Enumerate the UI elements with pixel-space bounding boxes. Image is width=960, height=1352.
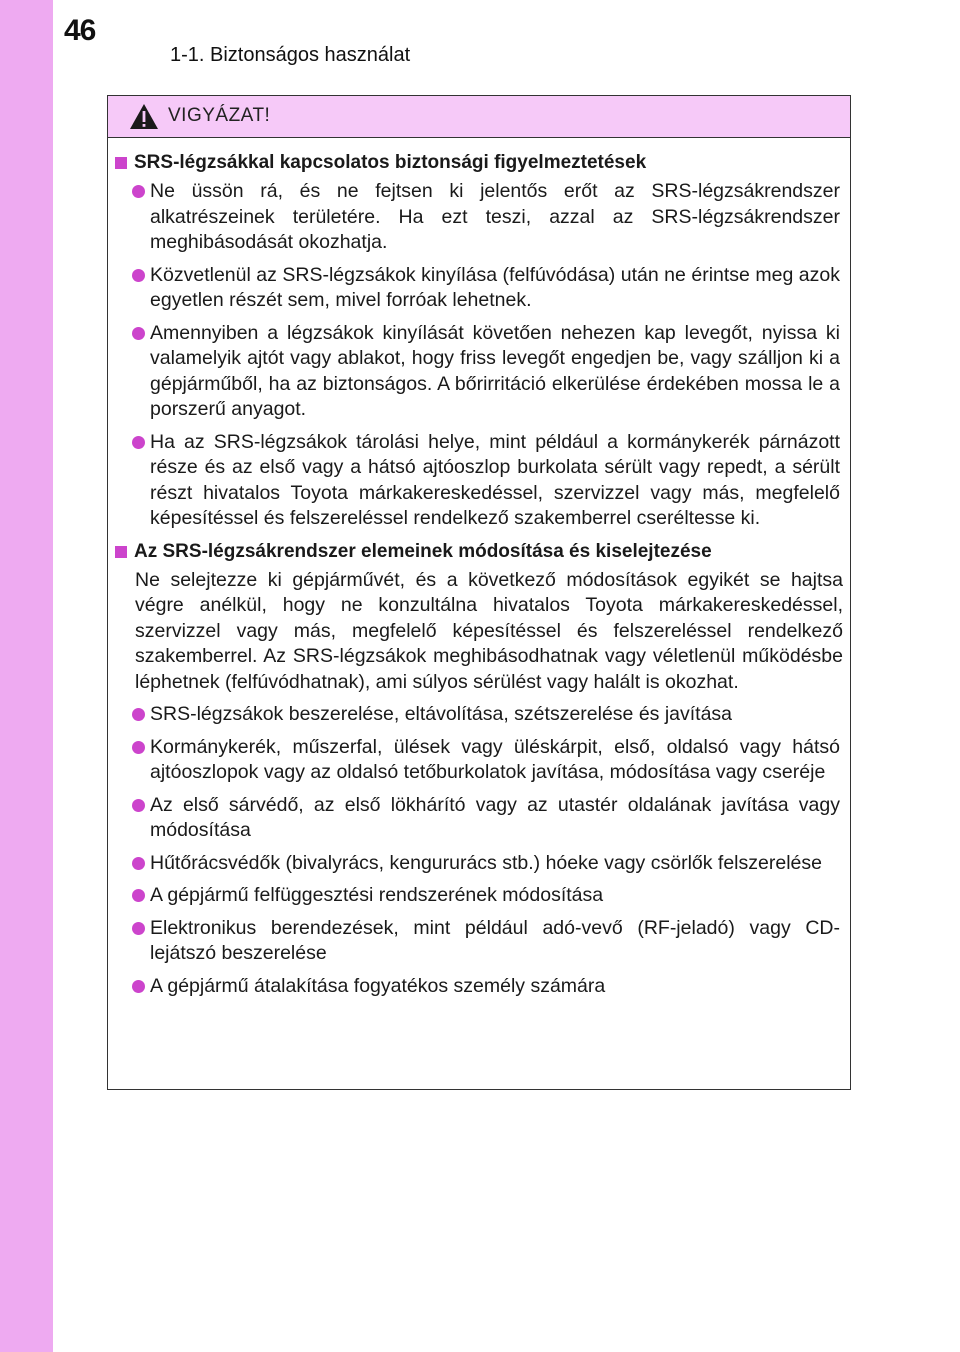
dot-bullet-icon — [132, 889, 145, 902]
section-heading-text: SRS-légzsákkal kapcsolatos biztonsági figyelmeztetések — [134, 152, 647, 173]
bullet-text: Elektronikus berendezések, mint például adó-vevő (RF-jeladó) vagy CD-lejátszó beszerelése — [150, 916, 840, 964]
bullet-text: Közvetlenül az SRS-légzsákok kinyílása (felfúvódása) után ne érintse meg azok egyetlen részét sem, mivel forróak lehetnek. — [150, 263, 840, 311]
caution-header — [108, 96, 850, 138]
caution-box — [107, 95, 851, 1090]
bullet-text: Hűtőrácsvédők (bivalyrács, kengururács stb.) hóeke vagy csörlők felszerelése — [150, 851, 822, 874]
section-heading — [115, 150, 840, 176]
bullet-text: SRS-légzsákok beszerelése, eltávolítása, szétszerelése és javítása — [150, 703, 733, 725]
section-paragraph: Ne selejtezze ki gépjárművét, és a következő módosítások egyikét se hajtsa végre anélkül, hogy ne konzultálna hivatalos Toyota márkakereskedéssel, szervizzel vagy más, megfelelő képesítéssel és felszereléssel rendelkező szakemberrel. Az SRS-légzsákok meghibásodhatnak vagy véletlenül működésbe léphetnek (felfúvódhatnak), ami súlyos sérülést vagy halált is okozhat. — [135, 568, 843, 693]
page-number: 46 — [64, 14, 96, 47]
bullet-item — [132, 916, 840, 967]
bullet-text: Amennyiben a légzsákok kinyílását követően nehezen kap levegőt, nyissa ki valamelyik ajtót vagy ablakot, hogy friss levegőt engedjen be, vagy szálljon ki a gépjárműből, ha az biztonságos. A bőrirritáció elkerülése érdekében mossa le a porszerű anyagot. — [150, 321, 840, 420]
bullet-item — [132, 702, 840, 728]
warning-triangle-icon — [129, 103, 159, 130]
dot-bullet-icon — [132, 799, 145, 812]
section-heading-text: Az SRS-légzsákrendszer elemeinek módosítása és kiselejtezése — [134, 540, 712, 562]
bullet-item — [132, 321, 840, 423]
caution-title: VIGYÁZAT! — [168, 105, 271, 126]
dot-bullet-icon — [132, 922, 145, 935]
bullet-item — [132, 735, 840, 786]
caution-body — [108, 138, 850, 999]
dot-bullet-icon — [132, 269, 145, 282]
square-bullet-icon — [115, 157, 127, 169]
dot-bullet-icon — [132, 185, 145, 198]
dot-bullet-icon — [132, 708, 145, 721]
dot-bullet-icon — [132, 436, 145, 449]
bullet-item — [132, 974, 840, 1000]
bullet-item — [132, 430, 840, 532]
bullet-text: Az első sárvédő, az első lökhárító vagy az utastér oldalának javítása vagy módosítása — [150, 793, 840, 841]
bullet-item — [132, 179, 840, 256]
bullet-text: Kormánykerék, műszerfal, ülések vagy üléskárpit, első, oldalsó vagy hátsó ajtóoszlopok vagy az oldalsó tetőburkolatok javítása, módosítása vagy cseréje — [150, 735, 840, 783]
dot-bullet-icon — [132, 980, 145, 993]
square-bullet-icon — [115, 546, 127, 558]
bullet-text: A gépjármű átalakítása fogyatékos személy számára — [150, 974, 606, 997]
bullet-item — [132, 883, 840, 909]
section-heading — [115, 539, 840, 565]
side-color-strip — [0, 0, 53, 1352]
bullet-item — [132, 793, 840, 844]
bullet-text: Ne üssön rá, és ne fejtsen ki jelentős erőt az SRS-légzsákrendszer alkatrészeinek területére. Ha ezt teszi, azzal az SRS-légzsákrendszer meghibásodását okozhatja. — [150, 180, 840, 253]
bullet-text: A gépjármű felfüggesztési rendszerének módosítása — [150, 884, 604, 906]
dot-bullet-icon — [132, 741, 145, 754]
bullet-text: Ha az SRS-légzsákok tárolási helye, mint például a kormánykerék párnázott része és az első vagy a hátsó ajtóoszlop burkolata sérült vagy repedt, a sérült részt hivatalos Toyota márkakereskedéssel, szervizzel vagy más, megfelelő képesítéssel és felszereléssel rendelkező szakemberrel cseréltesse ki. — [150, 430, 840, 529]
bullet-item — [132, 263, 840, 314]
section-title: 1-1. Biztonságos használat — [170, 44, 411, 66]
dot-bullet-icon — [132, 327, 145, 340]
dot-bullet-icon — [132, 857, 145, 870]
bullet-item — [132, 851, 840, 877]
